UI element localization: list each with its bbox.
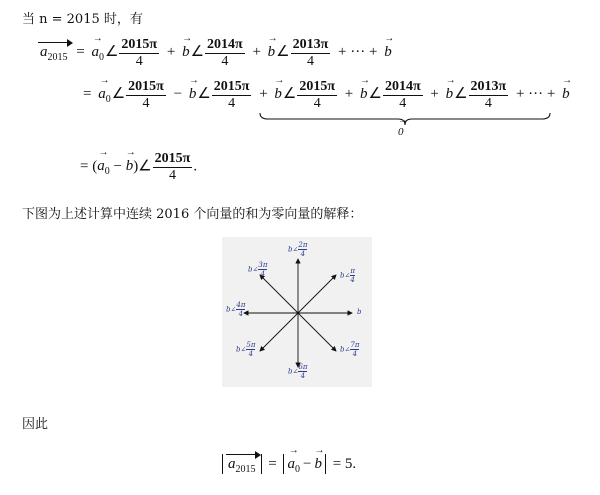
fraction: $\frac{2013\pi}{4}$ bbox=[292, 37, 329, 69]
vector-a0: → $a_0$ bbox=[97, 158, 110, 177]
arrow-7pi-4 bbox=[298, 313, 336, 351]
vector-b: → b bbox=[189, 86, 197, 103]
vector-b: → b bbox=[182, 44, 190, 61]
arrow-5pi-4 bbox=[260, 313, 298, 351]
label-b: b bbox=[357, 308, 362, 316]
vector-a0: → $a_0$ bbox=[98, 86, 111, 105]
label-2pi-4: b∠ $\frac{2\pi}{4}$ bbox=[288, 241, 308, 258]
label-7pi-4: b∠ $\frac{7\pi}{4}$ bbox=[340, 341, 360, 358]
final-equation: $a_{2015}$ = → $a_0 -\to b = 5$. bbox=[222, 454, 359, 475]
equation-line-1: $a_{2015}$ = → $a_0\angle$ $\frac{2015\pi}{4}$ + → b∠ $\frac{2014\pi}{4}$ + → b∠ $\frac{2013\pi}{4}$ + ··· + → b bbox=[38, 36, 392, 70]
vector-b: → b bbox=[126, 158, 134, 175]
arrow-3pi-4 bbox=[260, 275, 298, 313]
fraction: $\frac{2015\pi}{4}$ bbox=[121, 37, 158, 69]
vector-b: → b bbox=[274, 86, 282, 103]
therefore-text: 因此 bbox=[22, 417, 49, 432]
vector-b: → b bbox=[360, 86, 368, 103]
vector-a2015: $a_{2015}$ bbox=[40, 44, 68, 64]
vector-b: → b bbox=[268, 44, 276, 61]
vector-b: → b bbox=[562, 86, 570, 103]
vector-diagram bbox=[222, 237, 372, 387]
equation-line-2: = → $a_0\angle$ $\frac{2015\pi}{4}$ − → b∠ $\frac{2015\pi}{4}$ + → b∠ $\frac{2015\pi}{4}$ + → b∠ $\frac{2014\pi}{4}$ + → b∠ $\frac{2013\pi}{4}$ + ··· + → b bbox=[80, 78, 570, 112]
diagram-caption: 下图为上述计算中连续 2016 个向量的和为零向量的解释： bbox=[22, 207, 363, 222]
vector-b: → b bbox=[446, 86, 454, 103]
fraction: $\frac{2014\pi}{4}$ bbox=[207, 37, 243, 69]
label-5pi-4: b∠ $\frac{5\pi}{4}$ bbox=[236, 341, 256, 358]
abs-a0-minus-b: → $a_0 -\to b$ bbox=[283, 454, 325, 474]
equation-line-3: = (→ $a_0$ − → b)∠ $\frac{2015\pi}{4}$ . bbox=[80, 150, 197, 184]
label-6pi-4: b∠ $\frac{6\pi}{4}$ bbox=[288, 363, 308, 380]
arrow-pi-4 bbox=[298, 275, 336, 313]
label-pi-4: b∠ $\frac{\pi}{4}$ bbox=[340, 267, 355, 284]
abs-a2015: $a_{2015}$ bbox=[222, 454, 262, 474]
label-4pi-4: b∠ $\frac{4\pi}{4}$ bbox=[226, 301, 246, 318]
vector-b: → b bbox=[384, 44, 392, 61]
vector-a0: → $a_0$ bbox=[91, 44, 104, 63]
intro-text: 当 n = 2015 时，有 bbox=[22, 12, 143, 27]
label-3pi-4: b∠ $\frac{3\pi}{4}$ bbox=[248, 261, 268, 278]
brace-zero-vector: → 0 bbox=[398, 126, 404, 138]
